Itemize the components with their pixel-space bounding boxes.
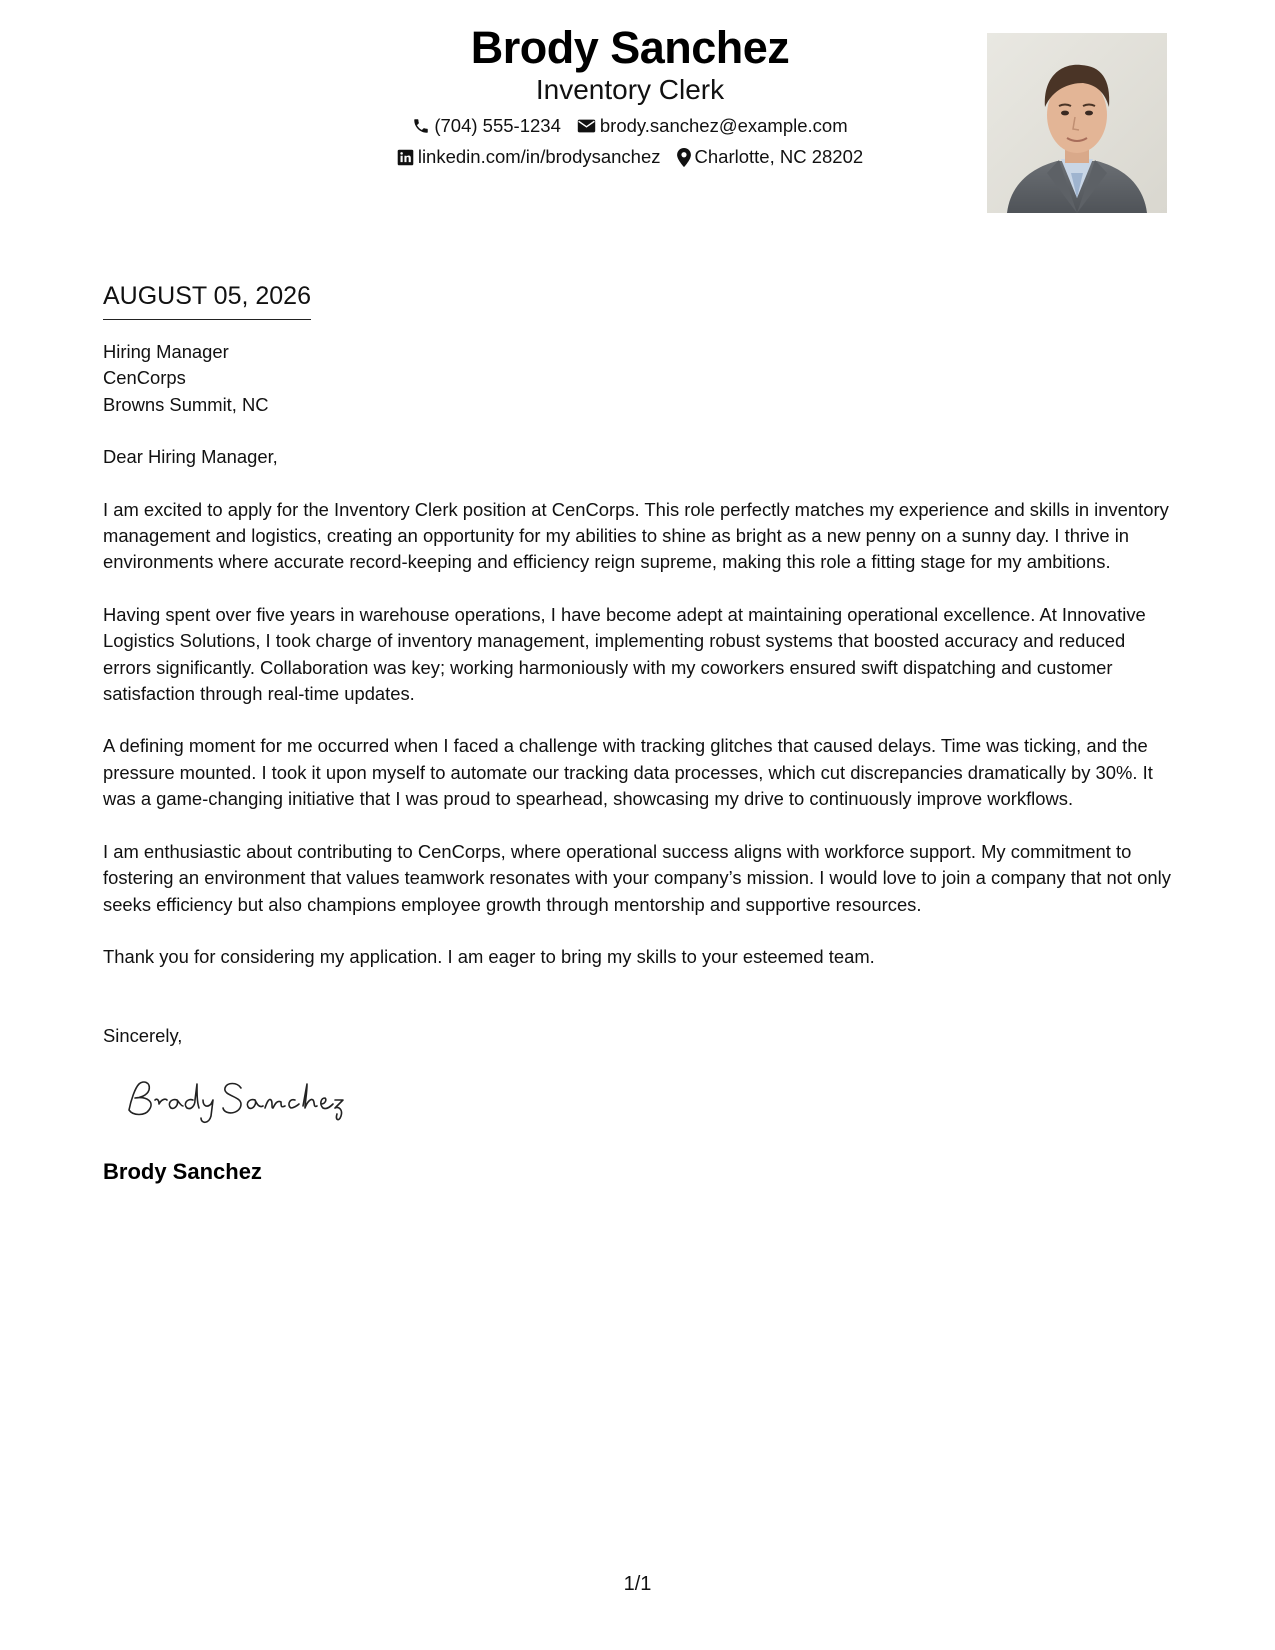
body-paragraph: I am excited to apply for the Inventory Clerk position at CenCorps. This role perfectly matches my experience and skills in inventory management and logistics, creating an opportunity for my abilities to shine as bright as a new penny on a sunny day. I thrive in environments where accurate record-keeping and efficiency reign supreme, making this role a fitting stage for my ambitions. [103, 498, 1169, 573]
contact-phone [412, 114, 561, 138]
recipient-block [103, 339, 1173, 418]
contact-location [677, 145, 864, 169]
linkedin-text[interactable]: linkedin.com/in/brodysanchez [417, 146, 661, 167]
phone-text: (704) 555-1234 [434, 115, 561, 136]
location-text: Charlotte, NC 28202 [694, 146, 864, 167]
recipient-title: Hiring Manager [103, 341, 229, 362]
salutation: Dear Hiring Manager, [103, 446, 278, 468]
linkedin-icon [397, 149, 414, 166]
recipient-location: Browns Summit, NC [103, 393, 269, 415]
header-info [330, 22, 930, 169]
body-paragraph: Having spent over five years in warehouse operations, I have become adept at maintaining operational excellence. At Innovative Logistics Solutions, I took charge of inventory management, implementing robust systems that boosted accuracy and reduced errors significantly. Collaboration was key; working harmoniously with my coworkers ensured swift dispatching and customer satisfaction through real-time updates. [103, 603, 1146, 705]
contact-linkedin[interactable] [397, 145, 661, 169]
letter-date: AUGUST 05, 2026 [103, 280, 311, 320]
phone-icon [412, 117, 430, 135]
body-paragraph: Thank you for considering my application. I am eager to bring my skills to your esteemed team. [103, 945, 875, 967]
email-text[interactable]: brody.sanchez@example.com [599, 115, 848, 136]
letter-header [0, 0, 1275, 230]
recipient-company: CenCorps [103, 367, 186, 389]
contact-row-2 [330, 145, 930, 169]
letter-body [103, 280, 1173, 1186]
contact-row-1 [330, 114, 930, 138]
body-paragraph: A defining moment for me occurred when I faced a challenge with tracking glitches that caused delays. Time was ticking, and the pressure mounted. I took it upon myself to automate our tracking data processes, which cut discrepancies dramatically by 30%. It was a game-changing initiative that I was proud to spearhead, showcasing my drive to continuously improve workflows. [103, 735, 1153, 810]
applicant-name: Brody Sanchez [470, 22, 790, 73]
envelope-icon [577, 118, 596, 134]
closing: Sincerely, [103, 1025, 183, 1047]
contact-email[interactable] [577, 114, 848, 138]
page-number: 1/1 [623, 1573, 652, 1595]
handwritten-signature [121, 1070, 361, 1130]
map-pin-icon [677, 148, 691, 167]
signed-name: Brody Sanchez [103, 1158, 262, 1184]
body-paragraph: I am enthusiastic about contributing to CenCorps, where operational success aligns with workforce support. My commitment to fostering an environment that values teamwork resonates with your company’s mission. I would love to join a company that not only seeks efficiency but also champions employee growth through mentorship and supportive resources. [103, 840, 1171, 915]
applicant-job-title: Inventory Clerk [535, 74, 725, 105]
profile-photo [987, 33, 1167, 213]
